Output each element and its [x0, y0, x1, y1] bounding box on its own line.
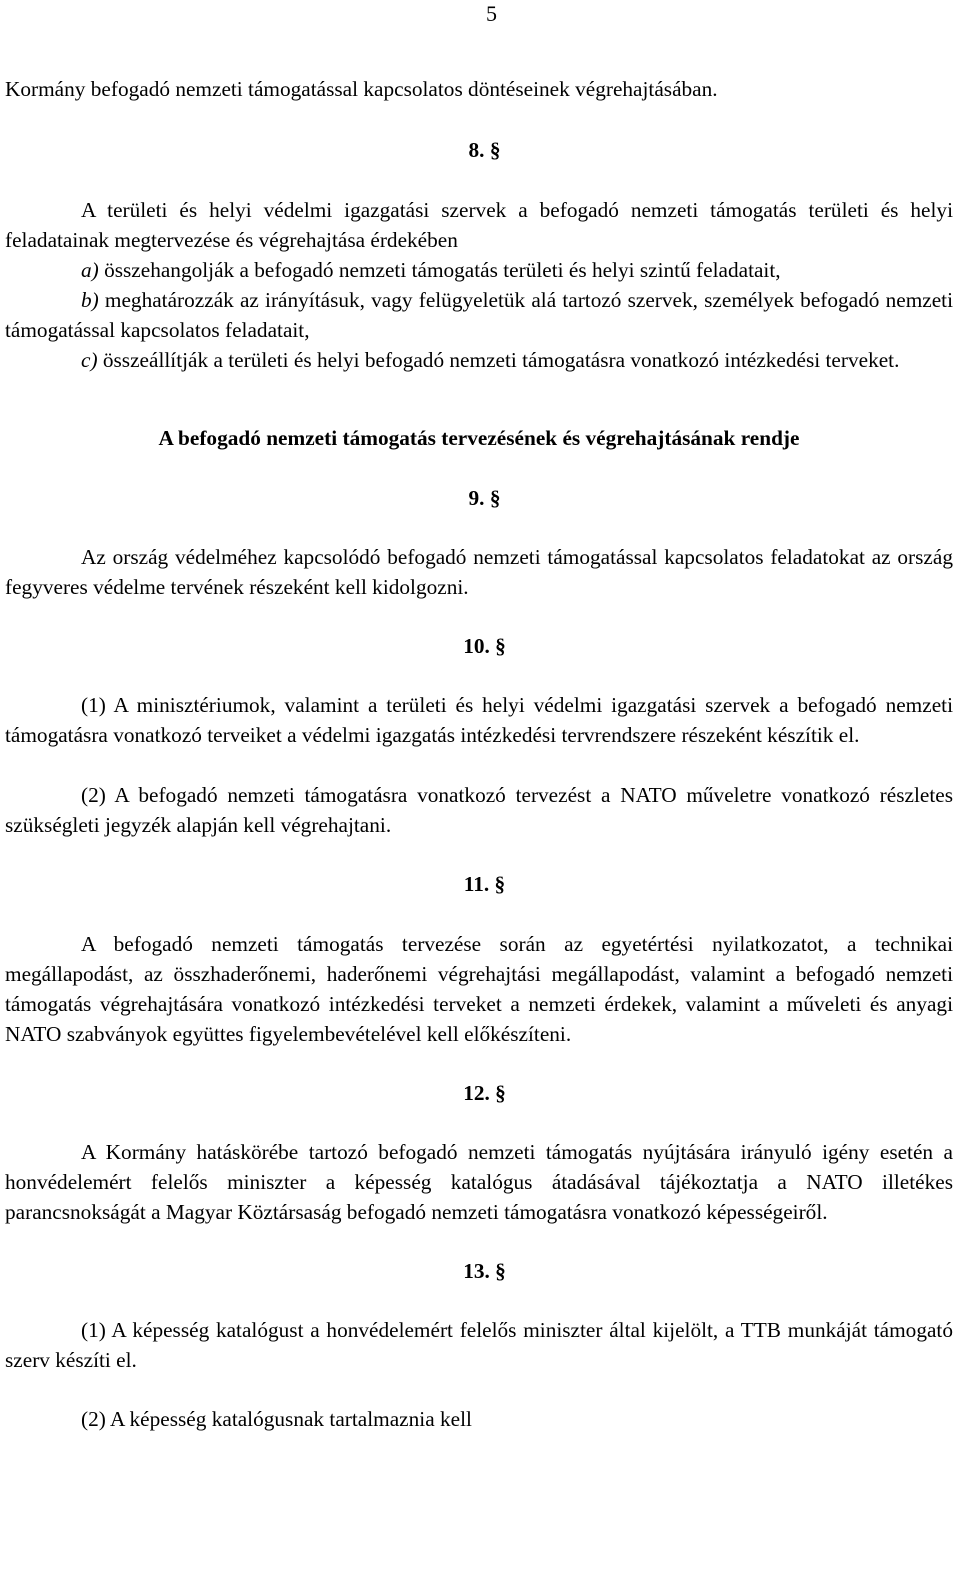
item-label-a: a) [81, 258, 99, 282]
intro-tail-paragraph: Kormány befogadó nemzeti támogatással kapcsolatos döntéseinek végrehajtásában. [5, 77, 718, 101]
section-13-paragraph-1: (1) A képesség katalógust a honvédelemért felelős miniszter által kijelölt, a TTB munkáját támogató szerv készíti el. [5, 1318, 953, 1372]
item-text-c: összeállítják a területi és helyi befogadó nemzeti támogatásra vonatkozó intézkedési terveket. [97, 348, 900, 372]
section-12-text: A Kormány hatáskörébe tartozó befogadó nemzeti támogatás nyújtására irányuló igény esetén a honvédelemért felelős miniszter a képesség katalógus átadásával tájékoztatja a NATO illetékes parancsnokságát a Magyar Köztársaság befogadó nemzeti támogatásra vonatkozó képességeiről. [5, 1140, 953, 1224]
item-text-b: meghatározzák az irányításuk, vagy felügyeletük alá tartozó szervek, személyek befogadó nemzeti támogatással kapcsolatos feladatait, [5, 288, 953, 342]
section-10-paragraph-1: (1) A minisztériumok, valamint a területi és helyi védelmi igazgatási szervek a befogadó nemzeti támogatásra vonatkozó terveiket a védelmi igazgatás intézkedési tervrendszere részeként készítik el. [5, 693, 953, 747]
section-8-item-a [5, 255, 953, 285]
item-label-b: b) [81, 288, 99, 312]
section-13-paragraph-2: (2) A képesség katalógusnak tartalmaznia kell [81, 1407, 472, 1431]
section-11-text: A befogadó nemzeti támogatás tervezése során az egyetértési nyilatkozatot, a technikai megállapodást, az összhaderőnemi, haderőnemi végrehajtási megállapodást, valamint a befogadó nemzeti támogatás végrehajtására vonatkozó intézkedési terveket a nemzeti érdekek, valamint a műveleti és anyagi NATO szabványok együttes figyelembevételével kell előkészíteni. [5, 932, 953, 1046]
document-body [5, 74, 953, 1434]
section-13-title: 13. § [463, 1259, 506, 1283]
section-8-item-c [5, 345, 953, 375]
section-11-title: 11. § [463, 872, 506, 896]
section-9-title: 9. § [468, 486, 501, 510]
section-12-title: 12. § [463, 1081, 506, 1105]
section-10-paragraph-2: (2) A befogadó nemzeti támogatásra vonatkozó tervezést a NATO műveletre vonatkozó részletes szükségleti jegyzék alapján kell végrehajtani. [5, 783, 953, 837]
section-8-lead: A területi és helyi védelmi igazgatási szervek a befogadó nemzeti támogatás területi és helyi feladatainak megtervezése és végrehajtása érdekében [5, 198, 953, 252]
chapter-heading: A befogadó nemzeti támogatás tervezésének és végrehajtásának rendje [158, 426, 800, 450]
item-label-c: c) [81, 348, 98, 372]
section-8-item-b [5, 285, 953, 345]
item-text-a: összehangolják a befogadó nemzeti támogatás területi és helyi szintű feladatait, [98, 258, 781, 282]
page-number: 5 [486, 1, 497, 26]
section-10-title: 10. § [463, 634, 506, 658]
section-9-text: Az ország védelméhez kapcsolódó befogadó nemzeti támogatással kapcsolatos feladatokat az ország fegyveres védelme tervének részeként kell kidolgozni. [5, 545, 953, 599]
section-8-title: 8. § [468, 138, 501, 162]
